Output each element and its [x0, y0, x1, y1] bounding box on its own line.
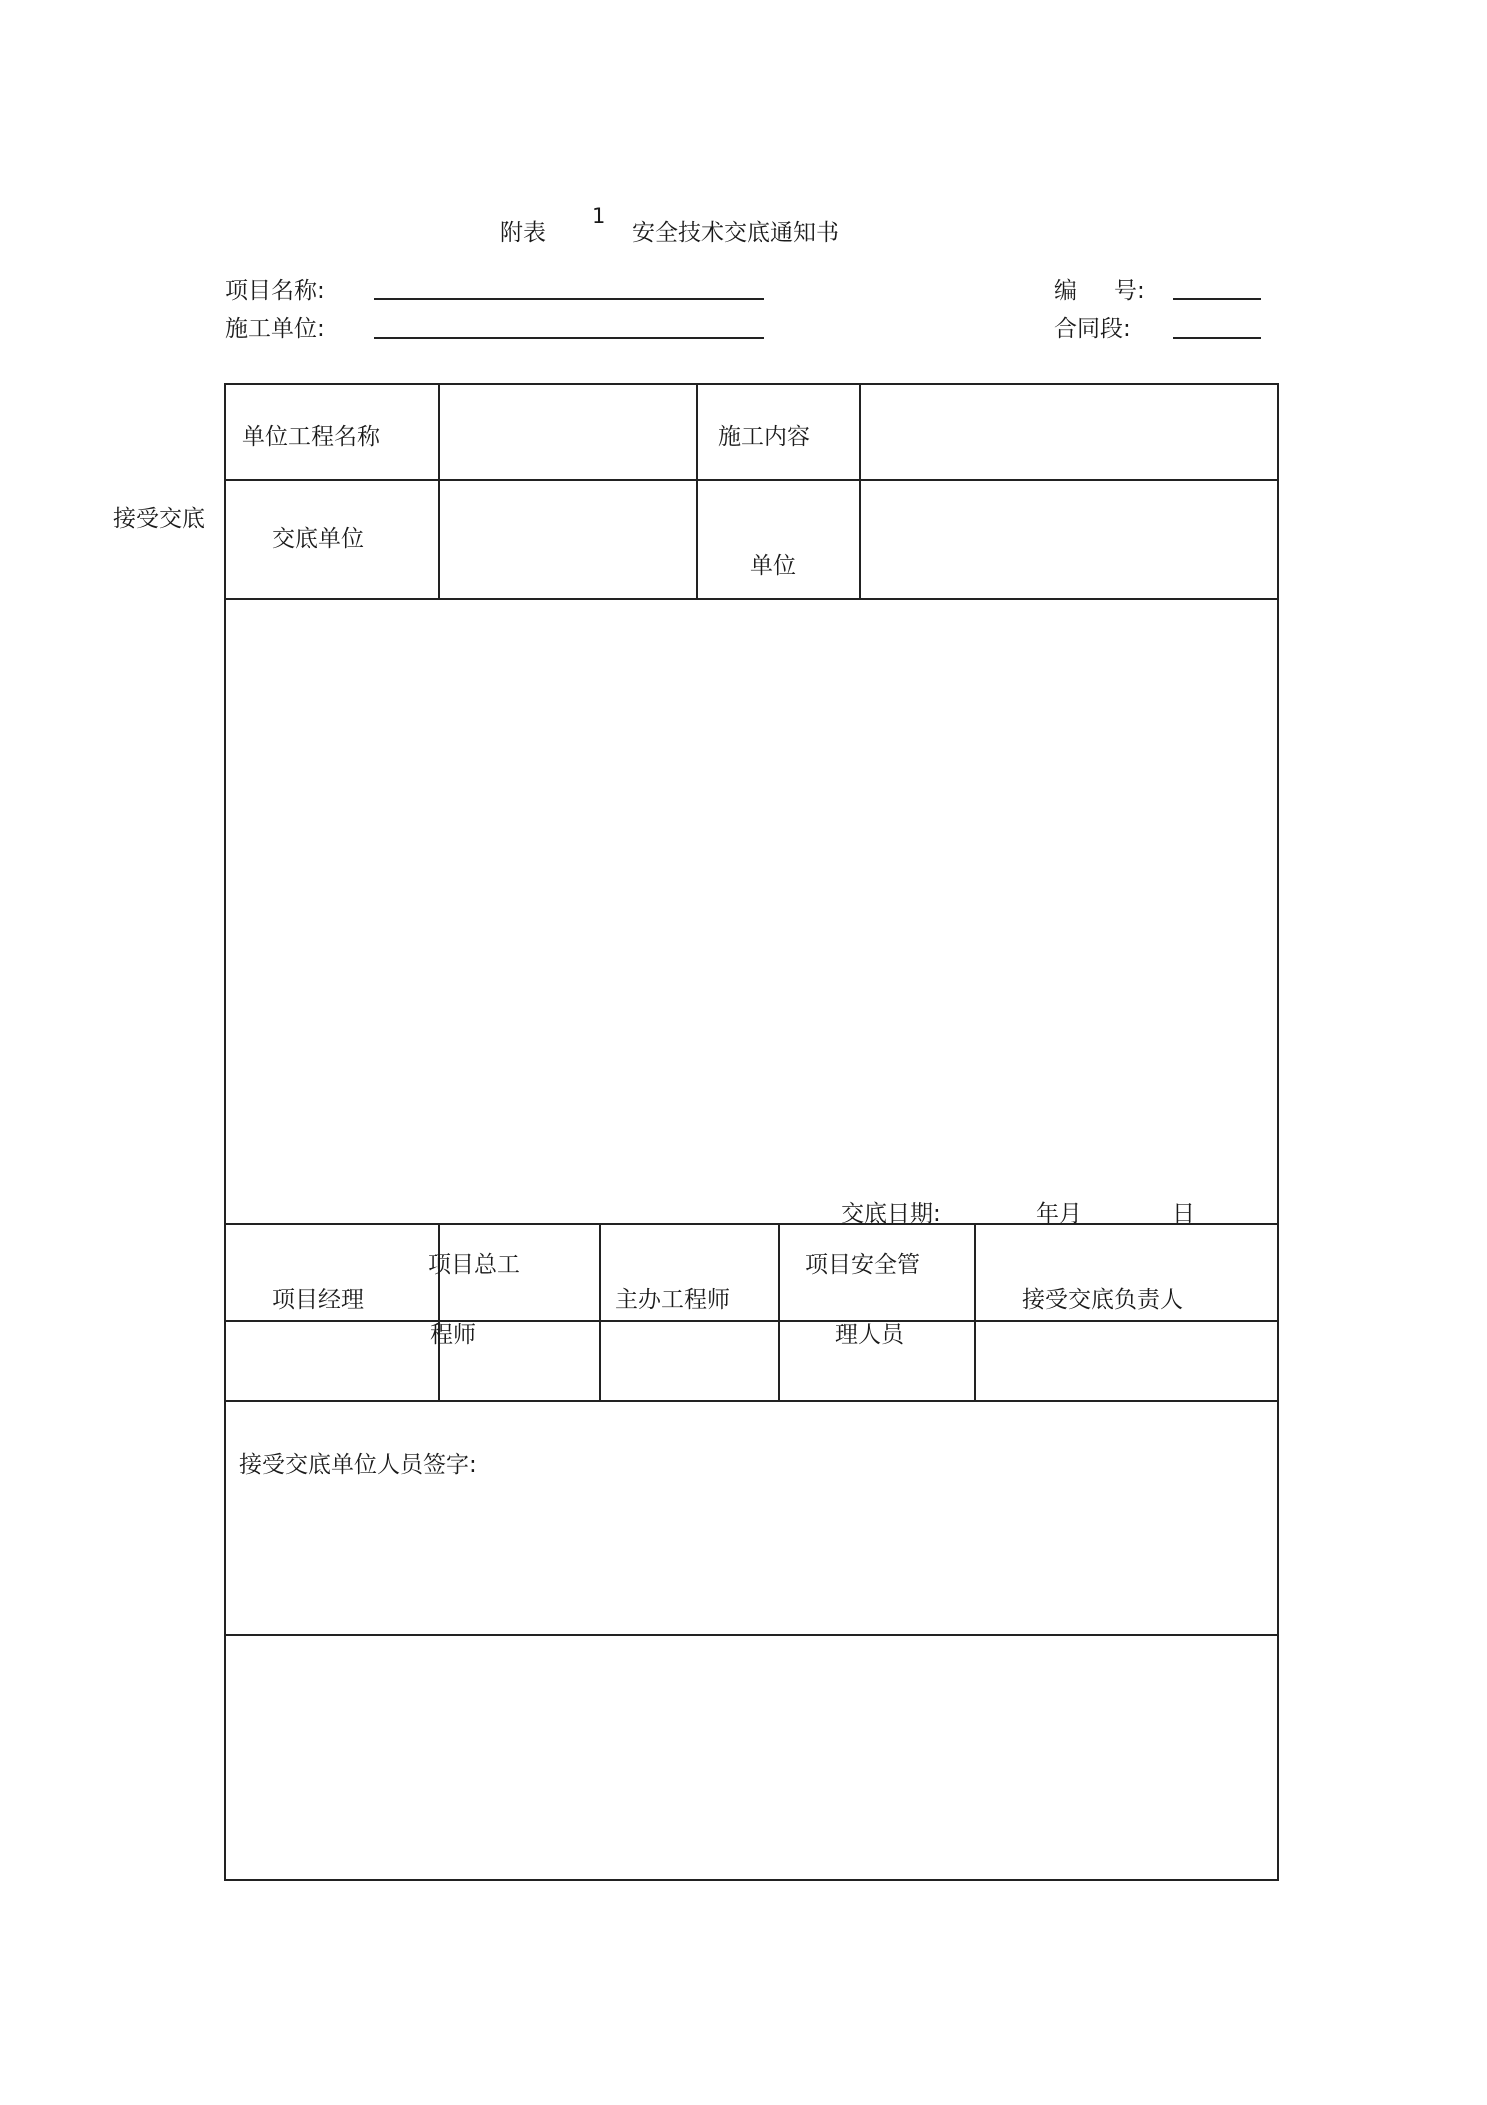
year-month-label: 年月 — [1036, 1201, 1082, 1227]
row-divider — [224, 1320, 1279, 1322]
project-name-underline — [374, 298, 764, 300]
safety-manager-label-1: 项目安全管 — [805, 1252, 920, 1278]
safety-manager-label-2: 理人员 — [835, 1322, 904, 1348]
unit-label: 单位 — [750, 553, 796, 579]
serial-no-underline — [1173, 298, 1261, 300]
row-divider — [224, 598, 1279, 600]
row-divider — [224, 479, 1279, 481]
chief-engineer-label-2: 程师 — [430, 1322, 476, 1348]
serial-no-label-1: 编 — [1054, 278, 1077, 304]
construction-unit-underline — [374, 337, 764, 339]
project-manager-label: 项目经理 — [272, 1287, 364, 1313]
contract-section-label: 合同段: — [1054, 316, 1131, 342]
side-label-receive: 接受交底 — [113, 506, 205, 532]
col-divider — [599, 1223, 601, 1401]
serial-no-label-2: 号: — [1114, 278, 1145, 304]
project-name-label: 项目名称: — [225, 278, 325, 304]
day-label: 日 — [1172, 1201, 1195, 1227]
construction-content-label: 施工内容 — [718, 424, 810, 450]
form-table — [224, 383, 1279, 1881]
col-divider — [438, 383, 440, 599]
page-title: 安全技术交底通知书 — [632, 220, 839, 246]
title-prefix: 附表 — [500, 220, 546, 246]
row-divider — [224, 1223, 1279, 1225]
col-divider — [859, 383, 861, 599]
main-engineer-label: 主办工程师 — [615, 1287, 730, 1313]
chief-engineer-label-1: 项目总工 — [428, 1252, 520, 1278]
disclosure-date-label: 交底日期: — [841, 1201, 941, 1227]
title-number: 1 — [592, 204, 606, 228]
col-divider — [696, 383, 698, 599]
disclosing-unit-label: 交底单位 — [272, 526, 364, 552]
col-divider — [778, 1223, 780, 1401]
contract-section-underline — [1173, 337, 1261, 339]
construction-unit-label: 施工单位: — [225, 316, 325, 342]
unit-project-name-label: 单位工程名称 — [242, 424, 380, 450]
receiver-leader-label: 接受交底负责人 — [1022, 1287, 1183, 1313]
col-divider — [974, 1223, 976, 1401]
row-divider — [224, 1634, 1279, 1636]
receiver-signature-label: 接受交底单位人员签字: — [239, 1452, 477, 1478]
row-divider — [224, 1400, 1279, 1402]
